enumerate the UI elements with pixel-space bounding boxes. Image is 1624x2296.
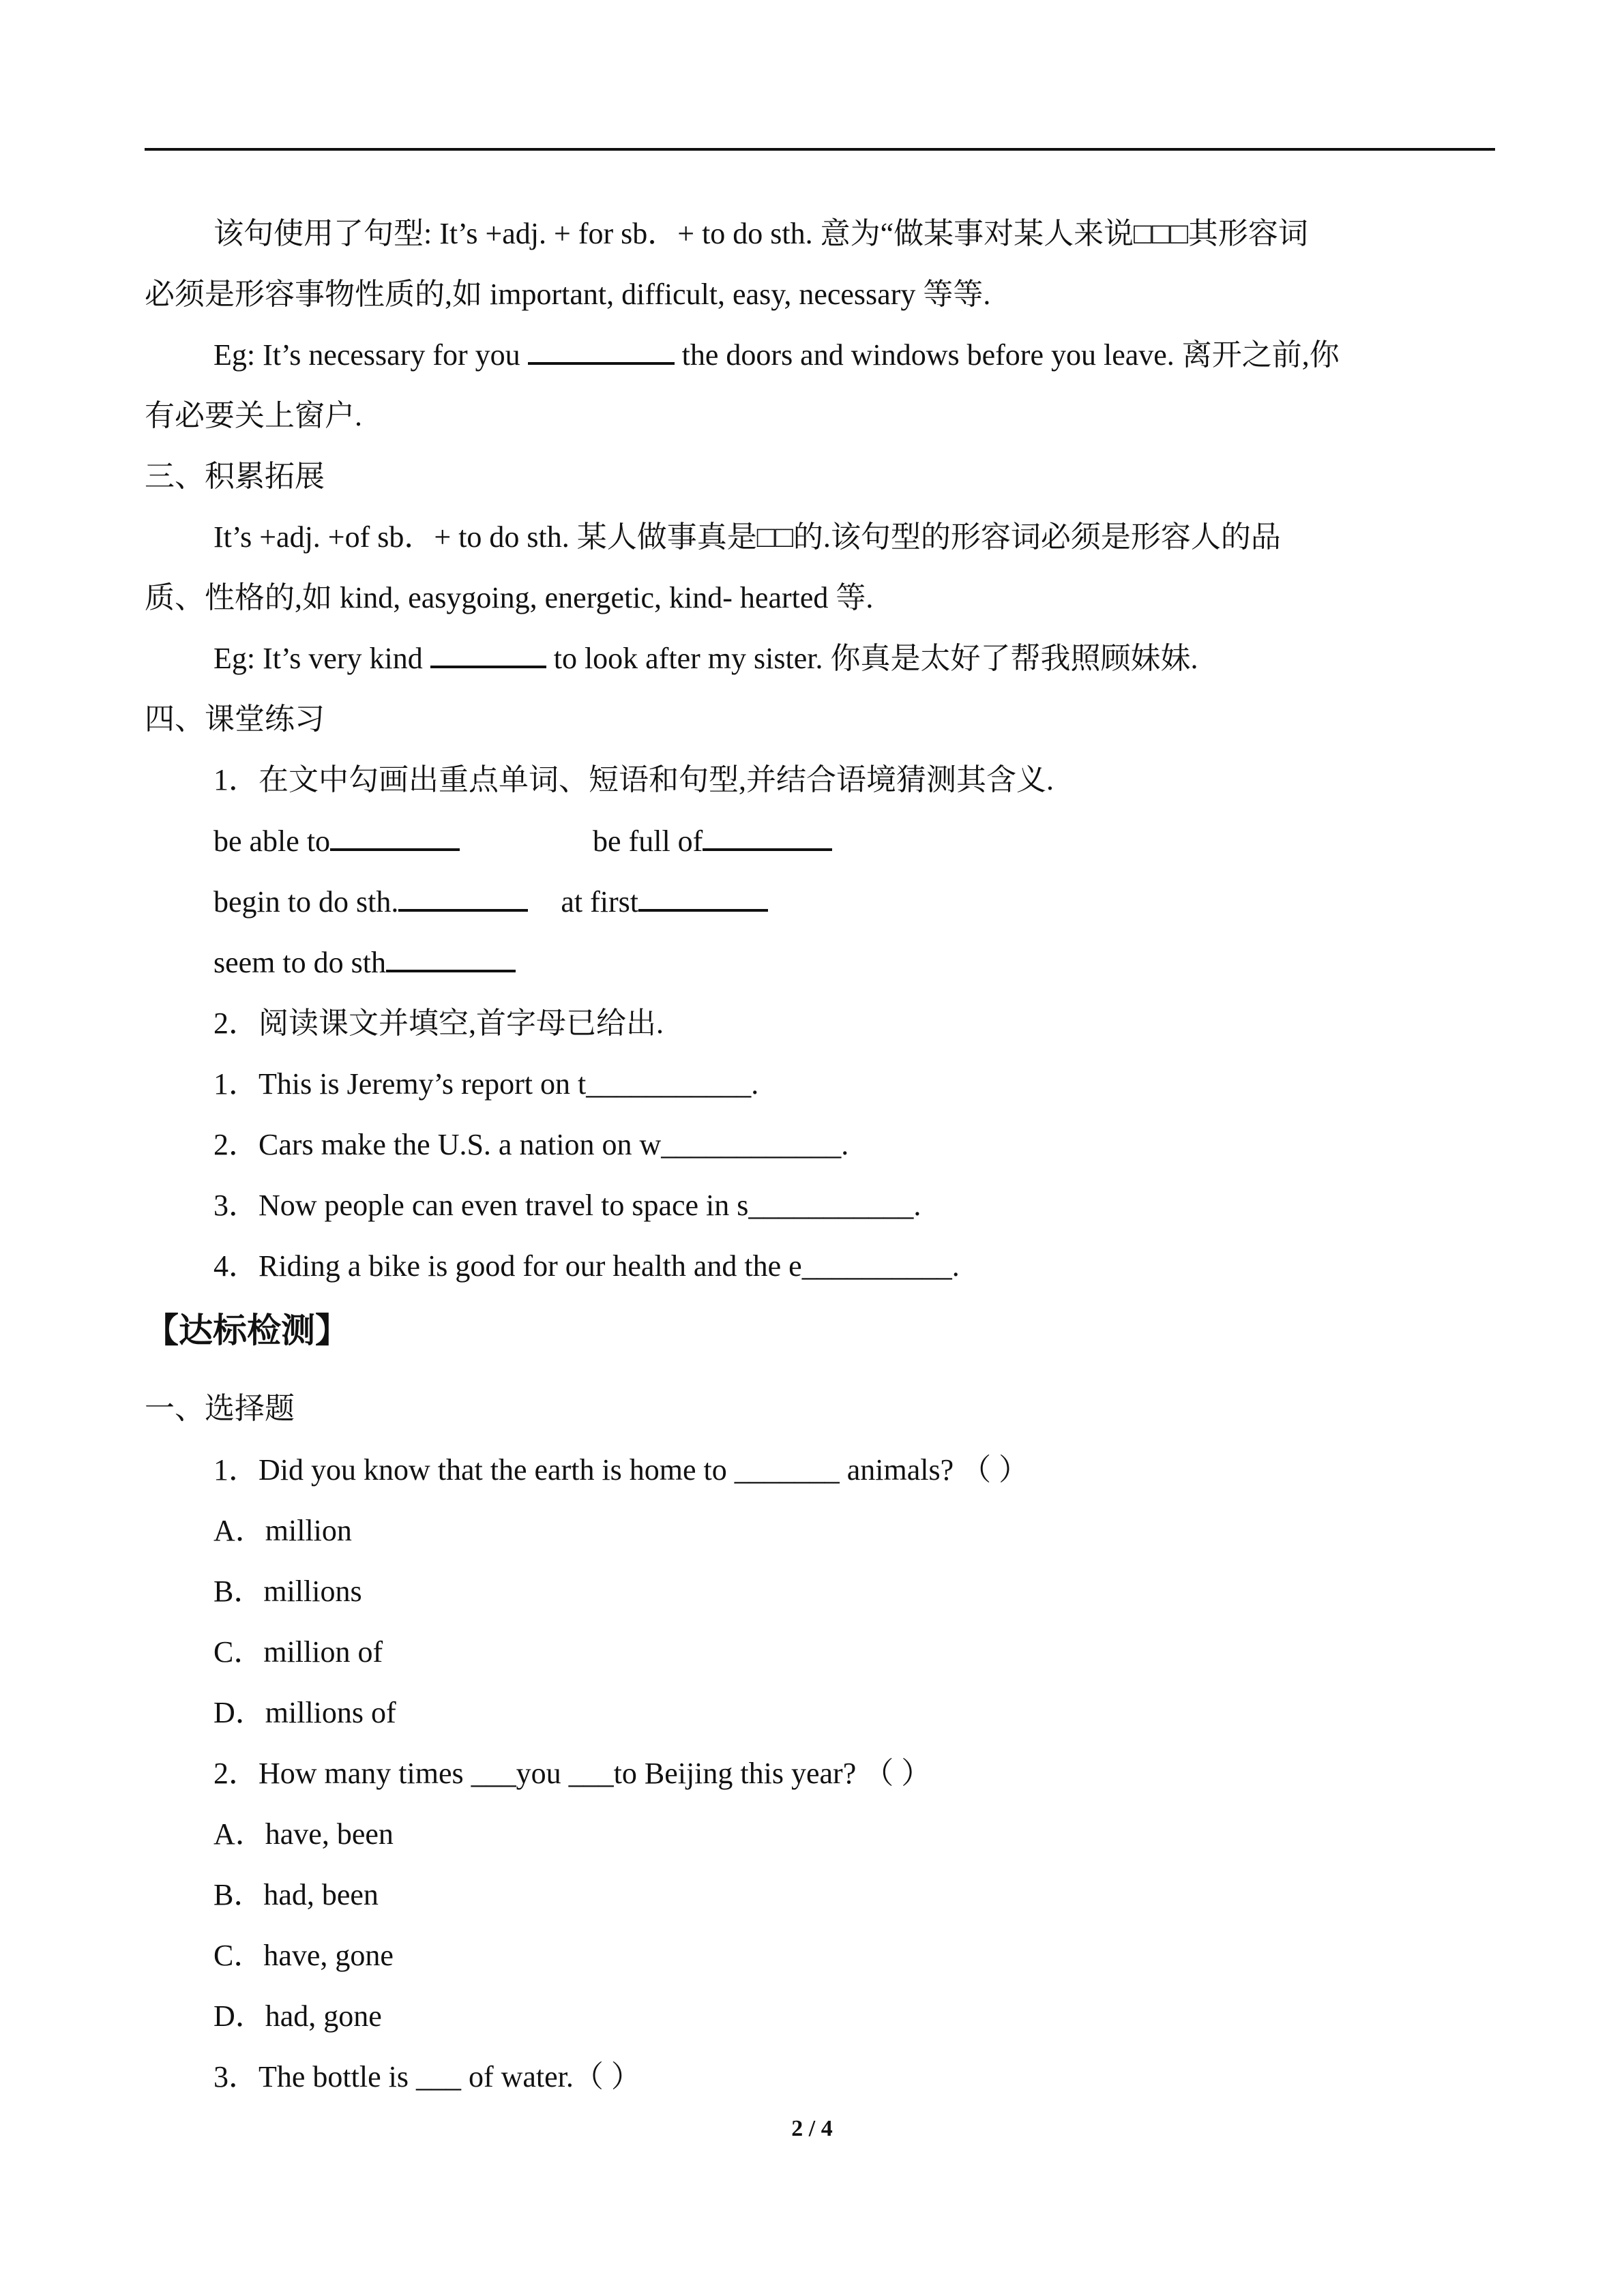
section-3-heading: 三、积累拓展 [145,460,325,493]
phrase-at-first: at first [561,885,638,919]
question-1-option-a[interactable]: A．million [213,1514,352,1547]
question-3-stem: 3．The bottle is ___ of water.（ ） [213,2060,641,2093]
question-2-option-a[interactable]: A．have, been [213,1817,394,1851]
phrase-row-1 [213,821,832,862]
section-3-line-2: 质、性格的,如 kind, easygoing, energetic, kind- hearted 等. [145,581,874,614]
page-number: 2 / 4 [791,2116,833,2141]
fill-item-1[interactable]: 1．This is Jeremy’s report on t___________. [213,1067,759,1101]
fill-item-4[interactable]: 4．Riding a bike is good for our health and the e__________. [213,1249,960,1283]
example-1-blank[interactable] [528,335,675,365]
example-1-prefix: Eg: It’s necessary for you [213,338,528,372]
phrase-1-blank[interactable] [330,821,460,851]
example-1-suffix: the doors and windows before you leave. 离开之前,你 [674,338,1340,372]
phrase-seem-to-do: seem to do sth [213,946,386,979]
example-2-suffix: to look after my sister. 你真是太好了帮我照顾妹妹. [546,642,1198,675]
section-3-line-1: It’s +adj. +of sb．+ to do sth. 某人做事真是□□的.该句型的形容词必须是形容人的品 [213,520,1281,554]
question-2-stem: 2．How many times ___you ___to Beijing this year? （ ） [213,1757,932,1790]
phrase-5-blank[interactable] [386,942,516,972]
phrase-2-blank[interactable] [703,821,832,851]
phrase-3-blank[interactable] [398,882,528,912]
example-sentence-1 [213,335,1340,376]
example-2-prefix: Eg: It’s very kind [213,642,430,675]
question-1-option-b[interactable]: B．millions [213,1575,362,1608]
phrase-be-able-to: be able to [213,824,331,858]
phrase-4-blank[interactable] [638,882,768,912]
question-1-option-d[interactable]: D．millions of [213,1696,396,1729]
question-2-option-c[interactable]: C．have, gone [213,1939,394,1972]
task-1-instruction: 1．在文中勾画出重点单词、短语和句型,并结合语境猜测其含义. [213,763,1054,796]
example-2-blank[interactable] [430,638,546,668]
phrase-begin-to-do: begin to do sth. [213,885,399,919]
explanation-line-2: 必须是形容事物性质的,如 important, difficult, easy, necessary 等等. [145,278,991,311]
header-rule [145,148,1495,151]
multiple-choice-heading: 一、选择题 [145,1392,295,1425]
phrase-row-2 [213,882,768,923]
phrase-row-3 [213,942,516,983]
phrase-be-full-of: be full of [593,824,703,858]
question-1-stem: 1．Did you know that the earth is home to _______ animals? （ ） [213,1453,1029,1487]
question-1-option-c[interactable]: C．million of [213,1635,383,1669]
fill-item-2[interactable]: 2．Cars make the U.S. a nation on w____________. [213,1128,849,1161]
example-sentence-2 [213,638,1198,679]
example-1-translation: 有必要关上窗户. [145,399,362,432]
section-4-heading: 四、课堂练习 [145,702,325,736]
explanation-line-1: 该句使用了句型: It’s +adj. + for sb．+ to do sth. 意为“做某事对某人来说□□□其形容词 [213,217,1308,250]
task-2-instruction: 2．阅读课文并填空,首字母已给出. [213,1007,664,1040]
fill-item-3[interactable]: 3．Now people can even travel to space in s___________. [213,1189,921,1222]
assessment-heading: 【达标检测】 [145,1311,349,1350]
question-2-option-b[interactable]: B．had, been [213,1878,379,1911]
question-2-option-d[interactable]: D．had, gone [213,1999,382,2033]
